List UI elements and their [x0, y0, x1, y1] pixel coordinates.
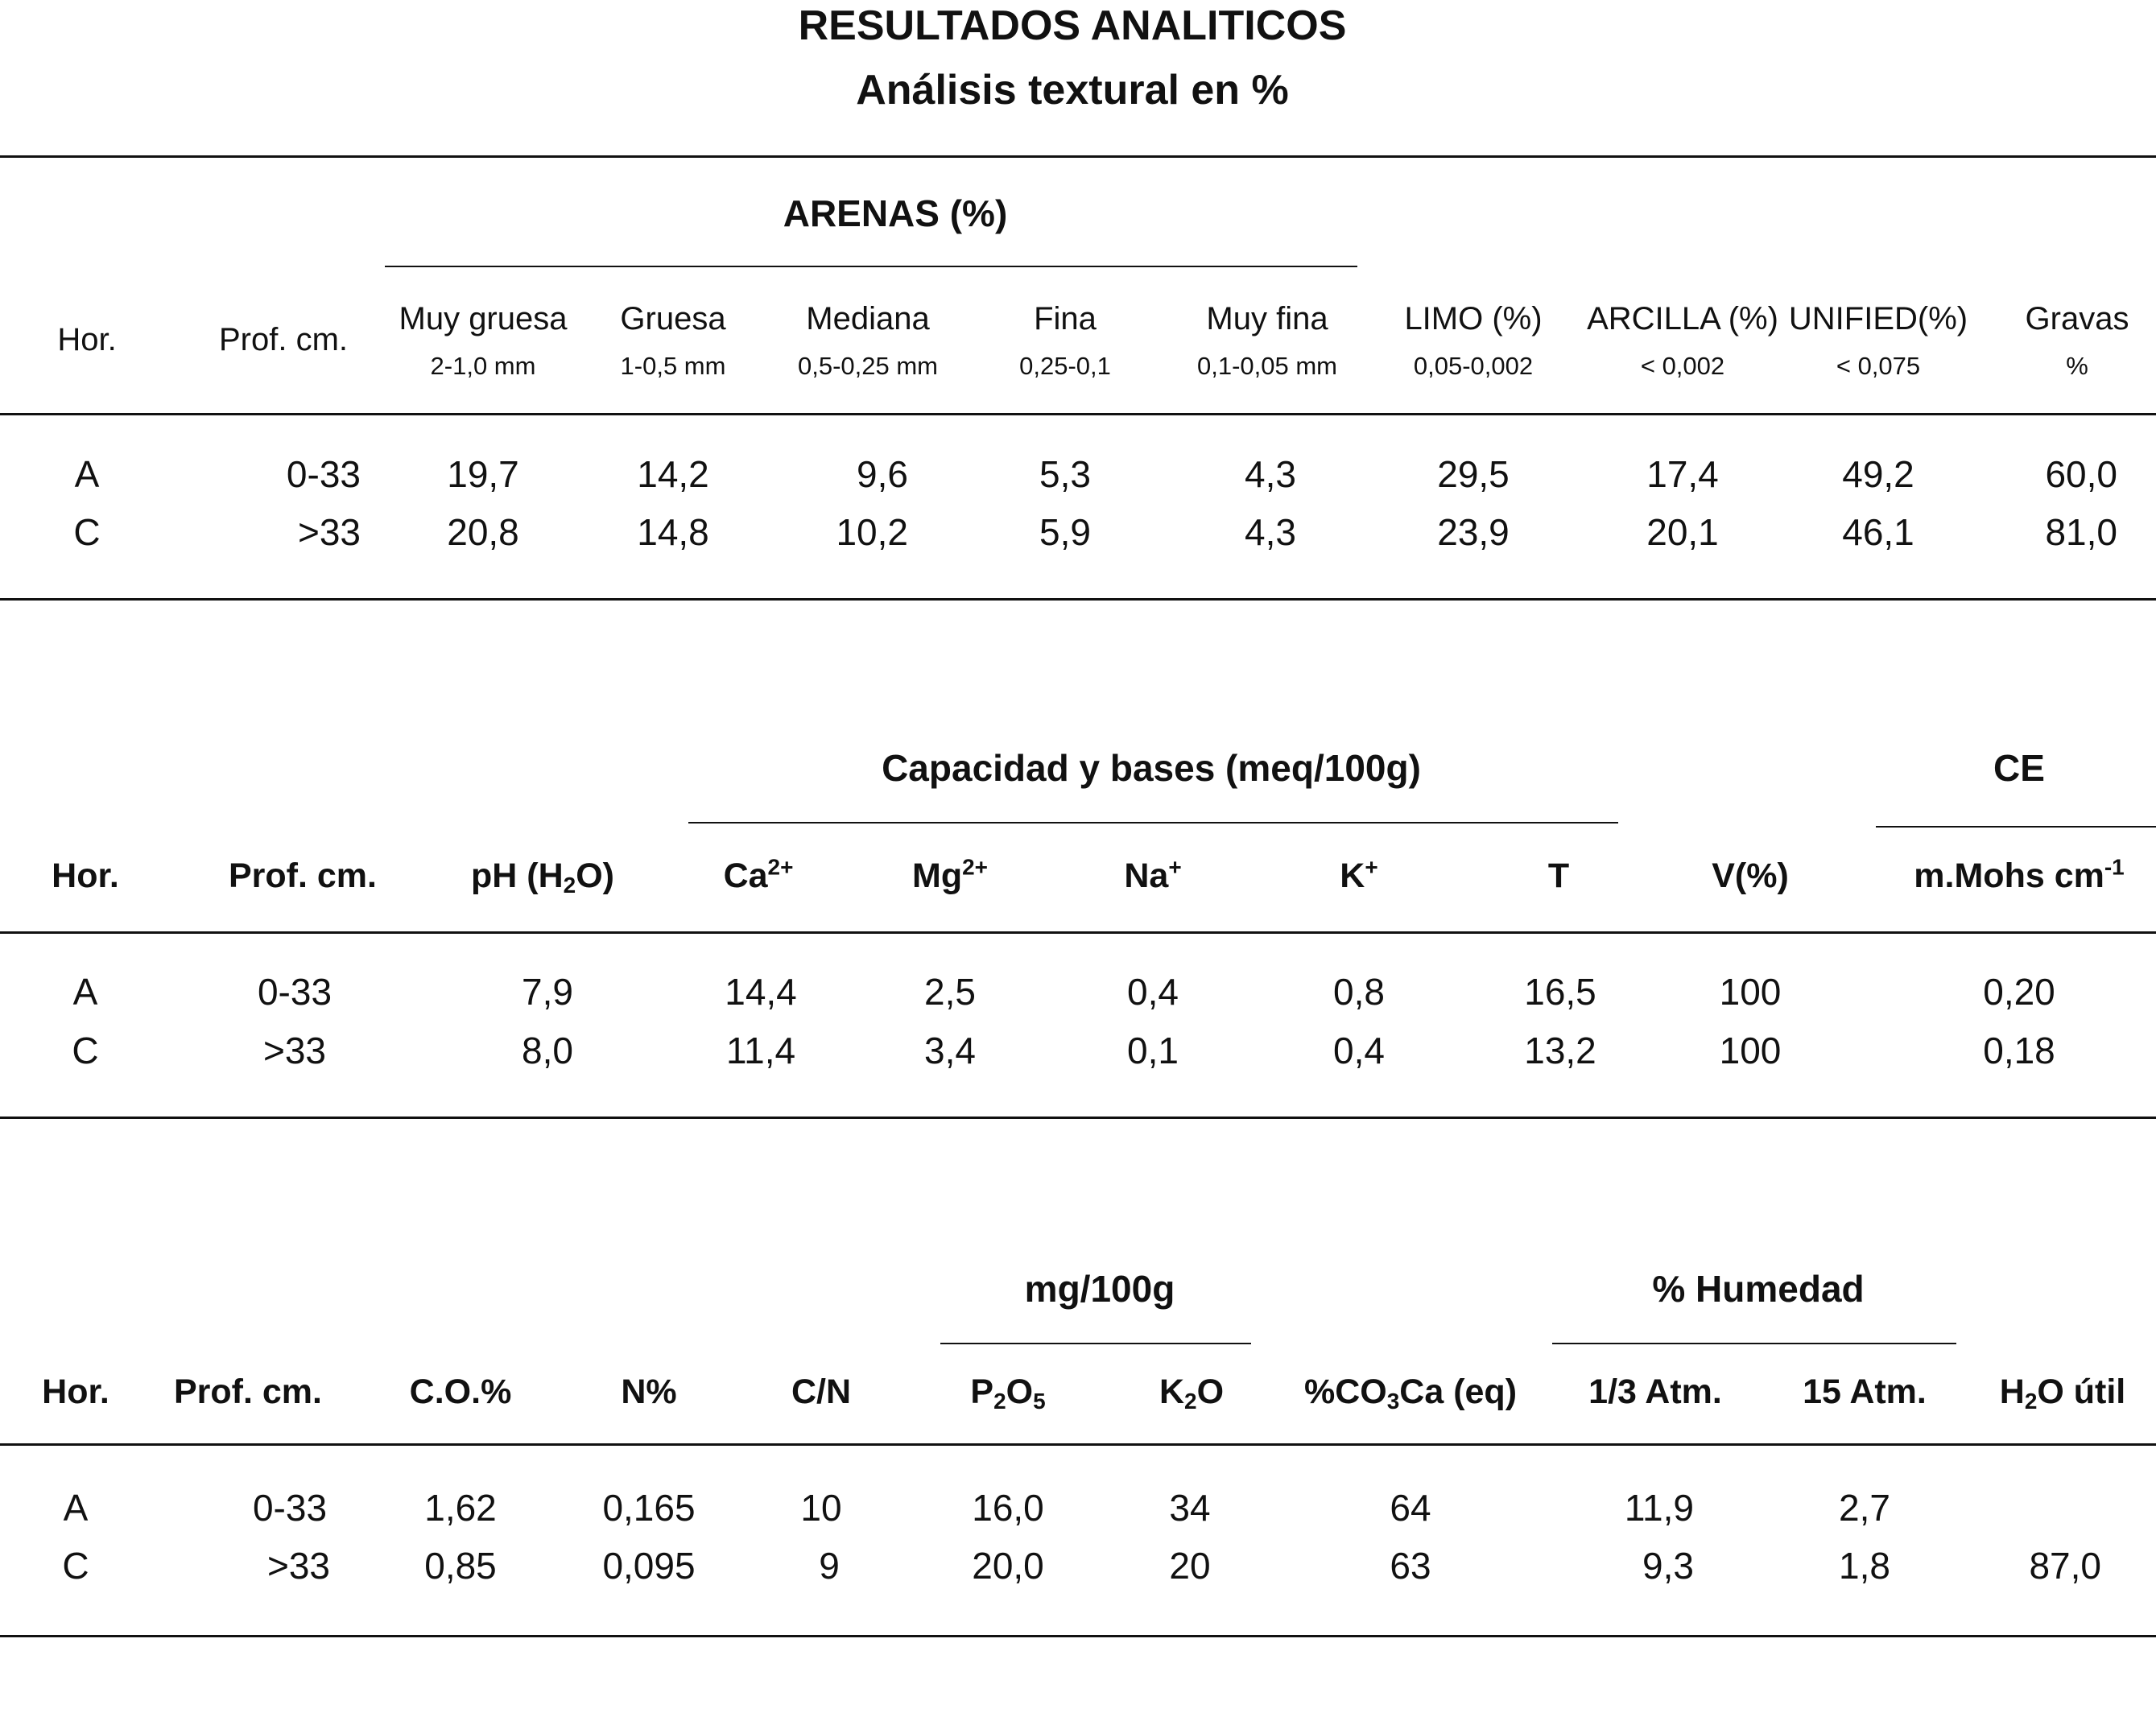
- cell-prof: 0-33: [257, 971, 332, 1013]
- cell-unified: 46,1: [1842, 511, 1914, 553]
- cell-mediana: 9,6: [857, 453, 908, 495]
- header-gravas: Gravas: [2025, 301, 2129, 336]
- header-v: V(%): [1712, 856, 1789, 895]
- header-gruesa-range: 1-0,5 mm: [620, 352, 726, 380]
- table3-bottom-rule: [0, 1635, 2156, 1637]
- header-limo-range: 0,05-0,002: [1413, 352, 1534, 380]
- header-mg: $Mg^{2+}$: [912, 854, 988, 895]
- table1-top-rule: [0, 155, 2156, 158]
- header-limo: LIMO (%): [1404, 301, 1543, 336]
- cell-k2o: 20: [1169, 1545, 1211, 1587]
- cell-co: 1,62: [424, 1487, 497, 1529]
- table1-group-rule: [385, 266, 1357, 267]
- cell-cn: 9: [819, 1545, 840, 1587]
- header-k: K+: [1340, 854, 1378, 895]
- header-fina: Fina: [1034, 301, 1097, 336]
- table3-group-humedad: % Humedad: [1652, 1268, 1865, 1310]
- header-fina-range: 0,25-0,1: [1019, 352, 1111, 380]
- table2-header-rule: [0, 931, 2156, 934]
- cell-muy-fina: 4,3: [1245, 511, 1296, 553]
- cell-cn: 10: [800, 1487, 842, 1529]
- header-hor: Hor.: [42, 1372, 109, 1411]
- cell-hor: A: [63, 1487, 89, 1529]
- cell-mediana: 10,2: [836, 511, 908, 553]
- cell-atm-13: 9,3: [1642, 1545, 1694, 1587]
- cell-mg: 3,4: [924, 1030, 976, 1071]
- cell-limo: 29,5: [1437, 453, 1510, 495]
- cell-limo: 23,9: [1437, 511, 1510, 553]
- header-muy-gruesa: Muy gruesa: [399, 301, 568, 336]
- cell-hor: A: [74, 453, 100, 495]
- cell-gravas: 81,0: [2045, 511, 2117, 553]
- header-mediana: Mediana: [806, 301, 930, 336]
- header-hor: Hor.: [57, 322, 117, 357]
- cell-hor: C: [72, 1030, 99, 1071]
- header-prof: Prof. cm.: [229, 856, 377, 895]
- cell-na: 0,4: [1127, 971, 1179, 1013]
- cell-arcilla: 20,1: [1646, 511, 1719, 553]
- table2-ce-rule: [1876, 826, 2156, 828]
- header-prof: Prof. cm.: [218, 322, 349, 357]
- cell-k: 0,4: [1333, 1030, 1385, 1071]
- cell-co3ca: 64: [1390, 1487, 1431, 1529]
- cell-prof: >33: [297, 511, 361, 553]
- cell-co3ca: 63: [1390, 1545, 1431, 1587]
- cell-muy-gruesa: 20,8: [447, 511, 519, 553]
- cell-gruesa: 14,2: [637, 453, 709, 495]
- cell-t: 13,2: [1524, 1030, 1596, 1071]
- header-muy-fina-range: 0,1-0,05 mm: [1196, 352, 1338, 380]
- header-muy-fina: Muy fina: [1206, 301, 1328, 336]
- page-subtitle: Análisis textural en %: [856, 67, 1289, 114]
- cell-k: 0,8: [1333, 971, 1385, 1013]
- cell-hor: C: [73, 511, 101, 553]
- table1-header-rule: [0, 413, 2156, 415]
- header-co3ca: $\%CO_3Ca$ (eq): [1303, 1372, 1518, 1414]
- header-arcilla: ARCILLA (%): [1587, 301, 1778, 336]
- cell-hor: C: [62, 1545, 89, 1587]
- cell-ca: 14,4: [725, 971, 797, 1013]
- cell-atm-15: 1,8: [1839, 1545, 1890, 1587]
- table3-header-rule: [0, 1443, 2156, 1446]
- header-unified: UNIFIED(%): [1788, 301, 1968, 336]
- cell-prof: 0-33: [286, 453, 361, 495]
- table2-group-rule: [688, 822, 1618, 823]
- cell-t: 16,5: [1524, 971, 1596, 1013]
- header-atm-13: 1/3 Atm.: [1588, 1372, 1722, 1411]
- table2-group-capacidad: Capacidad y bases (meq/100g): [882, 747, 1421, 789]
- cell-hor: A: [72, 971, 98, 1013]
- cell-atm-15: 2,7: [1839, 1487, 1890, 1529]
- cell-k2o: 34: [1169, 1487, 1211, 1529]
- page-title: RESULTADOS ANALITICOS: [798, 2, 1347, 49]
- cell-prof: >33: [266, 1545, 330, 1587]
- cell-na: 0,1: [1127, 1030, 1179, 1071]
- header-na: Na+: [1124, 854, 1182, 895]
- header-p2o5: $P_2O_5$: [970, 1372, 1046, 1414]
- cell-atm-13: 11,9: [1624, 1487, 1694, 1529]
- cell-mg: 2,5: [924, 971, 976, 1013]
- cell-gruesa: 14,8: [637, 511, 709, 553]
- cell-fina: 5,9: [1039, 511, 1091, 553]
- cell-n: 0,165: [602, 1487, 696, 1529]
- table1-group-arenas: ARENAS (%): [783, 192, 1008, 234]
- cell-ph: 7,9: [522, 971, 573, 1013]
- table2-bottom-rule: [0, 1117, 2156, 1119]
- header-mediana-range: 0,5-0,25 mm: [797, 352, 939, 380]
- table2-group-ce: CE: [1993, 747, 2045, 789]
- header-t: T: [1547, 856, 1570, 895]
- cell-ce: 0,18: [1983, 1030, 2055, 1071]
- table3-group-rule: [940, 1343, 1251, 1344]
- header-gruesa: Gruesa: [620, 301, 726, 336]
- cell-v: 100: [1719, 971, 1782, 1013]
- header-hor: Hor.: [52, 856, 119, 895]
- header-muy-gruesa-range: 2-1,0 mm: [430, 352, 536, 380]
- header-ph: pH $(H_2O)$: [471, 856, 614, 898]
- header-ce: m.Mohs $cm^{-1}$: [1914, 854, 2125, 895]
- cell-h2o-util: 87,0: [2029, 1545, 2101, 1587]
- header-h2o-util: $H_2O$ útil: [1999, 1372, 2126, 1414]
- header-unified-range: < 0,075: [1836, 352, 1921, 380]
- header-cn: C/N: [791, 1372, 852, 1411]
- header-gravas-unit: %: [2066, 352, 2088, 380]
- cell-arcilla: 17,4: [1646, 453, 1719, 495]
- cell-p2o5: 20,0: [972, 1545, 1044, 1587]
- header-co: C.O.%: [409, 1372, 512, 1411]
- header-arcilla-range: < 0,002: [1640, 352, 1725, 380]
- cell-ca: 11,4: [725, 1030, 796, 1071]
- header-ca: $Ca^{2+}$: [723, 854, 794, 895]
- cell-prof: 0-33: [252, 1487, 328, 1529]
- header-n: N%: [621, 1372, 677, 1411]
- cell-fina: 5,3: [1039, 453, 1091, 495]
- cell-gravas: 60,0: [2045, 453, 2117, 495]
- cell-ce: 0,20: [1983, 971, 2055, 1013]
- cell-unified: 49,2: [1842, 453, 1914, 495]
- cell-co: 0,85: [424, 1545, 497, 1587]
- cell-muy-gruesa: 19,7: [447, 453, 519, 495]
- cell-p2o5: 16,0: [972, 1487, 1044, 1529]
- cell-muy-fina: 4,3: [1245, 453, 1296, 495]
- header-k2o: $K_2O$: [1159, 1372, 1225, 1414]
- table3-group-mg: mg/100g: [1024, 1268, 1175, 1310]
- cell-n: 0,095: [602, 1545, 696, 1587]
- cell-ph: 8,0: [522, 1030, 573, 1071]
- header-atm-15: 15 Atm.: [1803, 1372, 1927, 1411]
- table1-bottom-rule: [0, 598, 2156, 601]
- cell-v: 100: [1719, 1030, 1782, 1071]
- cell-prof: >33: [262, 1030, 327, 1071]
- header-prof: Prof. cm.: [174, 1372, 322, 1411]
- table3-humedad-rule: [1552, 1343, 1956, 1344]
